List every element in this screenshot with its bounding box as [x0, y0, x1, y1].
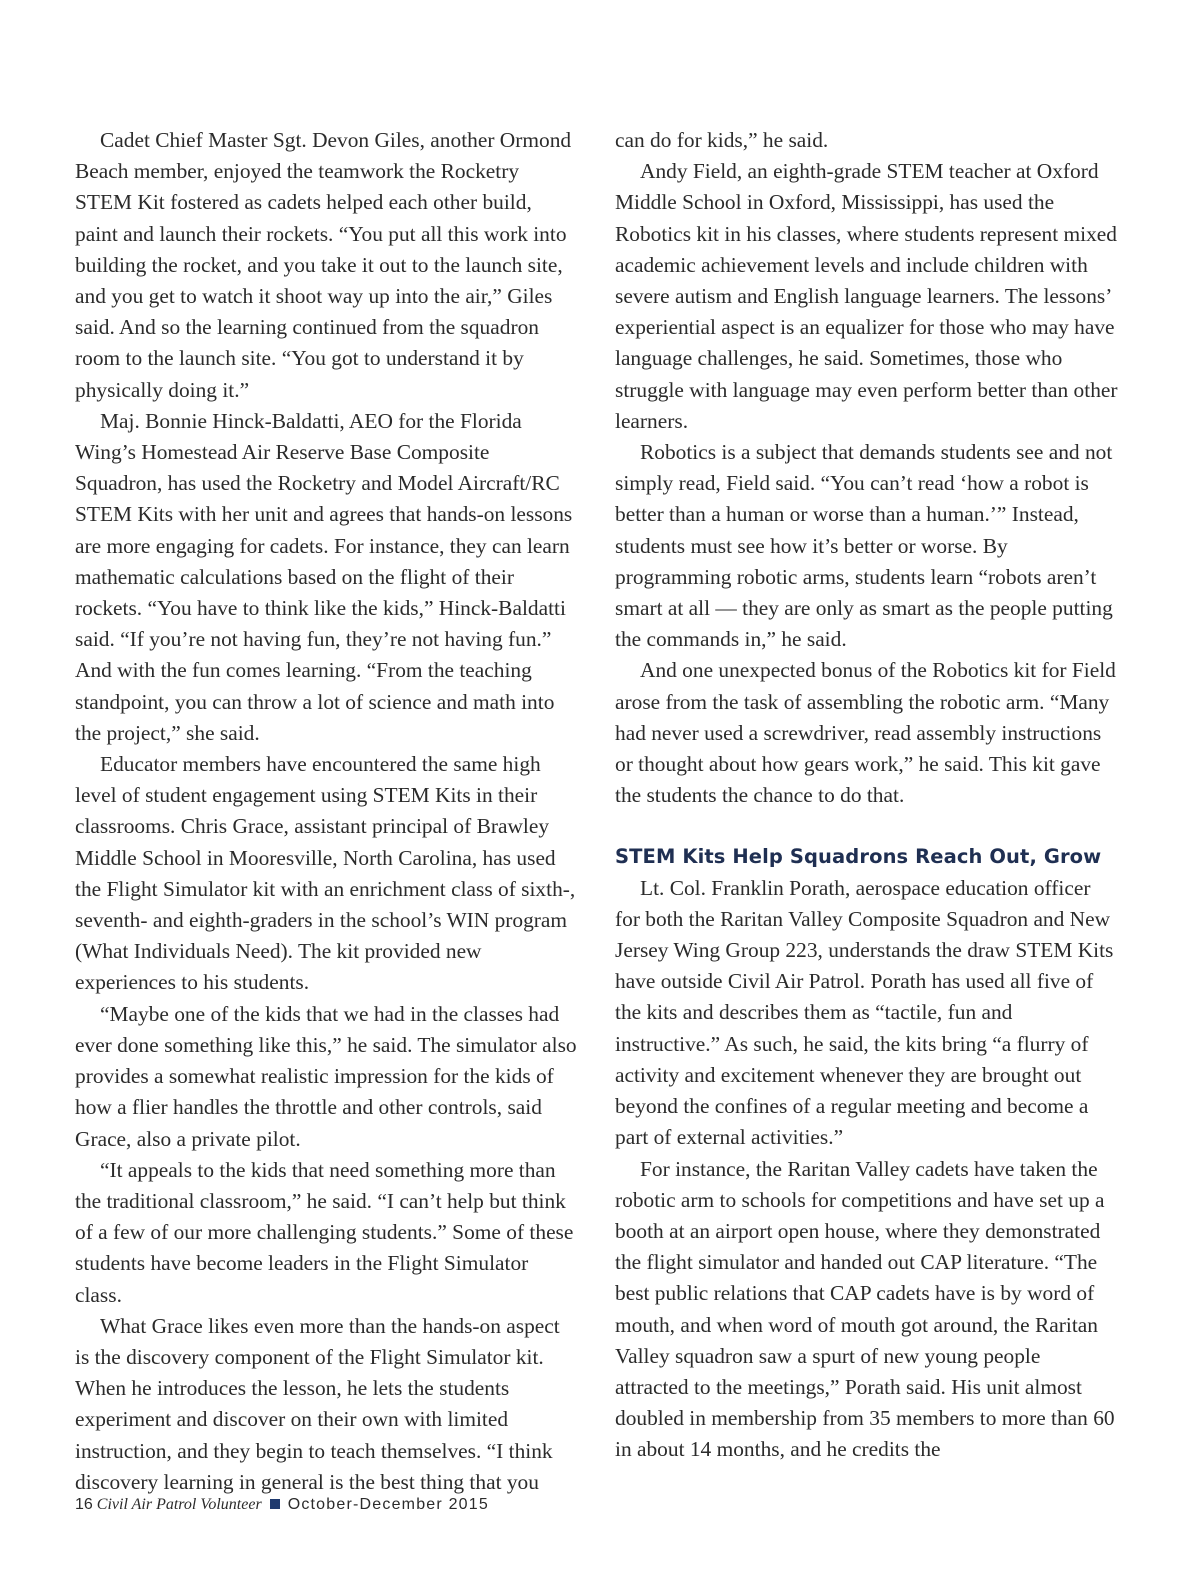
paragraph-robotics-subject: Robotics is a subject that demands students see and not simply read, Field said. “You can’t read ‘how a robot is better than a human or worse than a human.’” Instead, students must see how it’s better or worse. By programming robotic arms, students learn “robots aren’t smart at all — they are only as smart as the people putting the commands in,” he said. — [615, 440, 1113, 652]
paragraph-raritan-valley: For instance, the Raritan Valley cadets have taken the robotic arm to schools for competitions and have set up a booth at an airport open house, where they demonstrated the flight simulator and handed out CAP literature. “The best public relations that CAP cadets have is by word of mouth, and when word of mouth got around, the Raritan Valley squadron saw a spurt of new young people attracted to the meetings,” Porath said. His unit almost doubled in membership from 35 members to more than 60 in about 14 months, and he credits the — [615, 1156, 1115, 1462]
paragraph-andy-field: Andy Field, an eighth-grade STEM teacher at Oxford Middle School in Oxford, Mississippi, has used the Robotics kit in his classes, where students represent mixed academic achievement levels and include children with severe autism and English language learners. The lessons’ experiential aspect is an equalizer for those who may have language challenges, he said. Sometimes, those who struggle with language may even perform better than other learners. — [615, 159, 1118, 433]
issue-date: October-December 2015 — [287, 1496, 489, 1513]
right-column — [615, 125, 1118, 1466]
square-bullet-icon — [270, 1499, 280, 1509]
page-number: 16 — [75, 1496, 93, 1513]
paragraph-what-grace-likes: What Grace likes even more than the hands-on aspect is the discovery component of the Flight Simulator kit. When he introduces the lesson, he lets the students experiment and discover on their own with limited instruction, and they begin to teach themselves. “I think discovery learning in general is the best thing that you — [75, 1313, 560, 1494]
paragraph-giles: Cadet Chief Master Sgt. Devon Giles, another Ormond Beach member, enjoyed the teamwork the Rocketry STEM Kit fostered as cadets helped each other build, paint and launch their rockets. “You put all this work into building the rocket, and you take it out to the launch site, and you get to watch it shoot way up into the air,” Giles said. And so the learning continued from the squadron room to the launch site. “You got to understand it by physically doing it.” — [75, 128, 572, 402]
paragraph-hinck-baldatti: Maj. Bonnie Hinck-Baldatti, AEO for the Florida Wing’s Homestead Air Reserve Base Composite Squadron, has used the Rocketry and Model Aircraft/RC STEM Kits with her unit and agrees that hands-on lessons are more engaging for cadets. For instance, they can learn mathematic calculations based on the flight of their rockets. “You have to think like the kids,” Hinck-Baldatti said. “If you’re not having fun, they’re not having fun.” And with the fun comes learning. “From the teaching standpoint, you can throw a lot of science and math into the project,” she said. — [75, 408, 573, 745]
paragraph-porath: Lt. Col. Franklin Porath, aerospace education officer for both the Raritan Valley Composite Squadron and New Jersey Wing Group 223, understands the draw STEM Kits have outside Civil Air Patrol. Porath has used all five of the kits and describes them as “tactile, fun and instructive.” As such, he said, the kits bring “a flurry of activity and excitement whenever they are brought out beyond the confines of a regular meeting and become a part of external activities.” — [615, 875, 1114, 1150]
paragraph-unexpected-bonus: And one unexpected bonus of the Robotics kit for Field arose from the task of assembling the robotic arm. “Many had never used a screwdriver, read assembly instructions or thought about how gears work,” he said. This kit gave the students the chance to do that. — [615, 658, 1116, 808]
paragraph-maybe-one: “Maybe one of the kids that we had in the classes had ever done something like this,” he said. The simulator also provides a somewhat realistic impression for the kids of how a flier handles the throttle and other controls, said Grace, also a private pilot. — [75, 1001, 577, 1151]
publication-title: Civil Air Patrol Volunteer — [96, 1496, 262, 1513]
left-column — [75, 125, 578, 1498]
paragraph-continuation: can do for kids,” he said. — [615, 128, 829, 152]
page-footer — [75, 1496, 489, 1514]
section-heading: STEM Kits Help Squadrons Reach Out, Grow — [615, 845, 1102, 869]
paragraph-educator-members: Educator members have encountered the same high level of student engagement using STEM Kits in their classrooms. Chris Grace, assistant principal of Brawley Middle School in Mooresville, North Carolina, has used the Flight Simulator kit with an enrichment class of sixth-, seventh- and eighth-graders in the school’s WIN program (What Individuals Need). The kit provided new experiences to his students. — [75, 752, 576, 995]
paragraph-it-appeals: “It appeals to the kids that need something more than the traditional classroom,” he said. “I can’t help but think of a few of our more challenging students.” Some of these students have become leaders in the Flight Simulator class. — [75, 1157, 574, 1307]
